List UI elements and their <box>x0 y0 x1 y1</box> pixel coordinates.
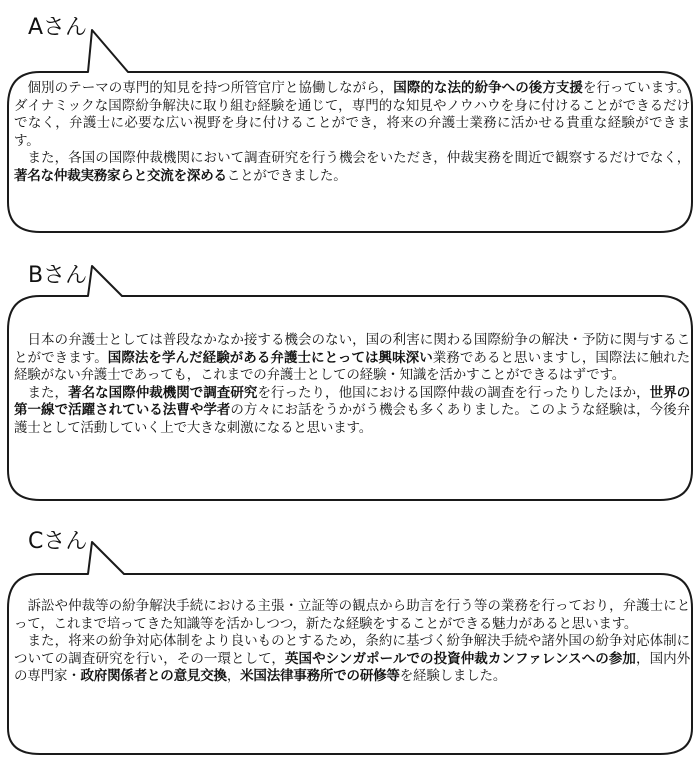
person-name-c: Cさん <box>28 529 88 554</box>
paragraph-1: 個別のテーマの専門的知見を持つ所管官庁と協働しながら，国際的な法的紛争への後方支援を行っています。ダイナミックな国際紛争解決に取り組む経験を通じて，専門的な知見やノウハウを身に付けることができるだけでなく，弁護士に必要な広い視野を身に付けることができ，将来の弁護士業務に活かせる貴重な経験ができます。 <box>14 80 691 149</box>
paragraph-2: また，著名な国際仲裁機関で調査研究を行ったり，他国における国際仲裁の調査を行ったりしたほか，世界の第一線で活躍されている法曹や学者の方々にお話をうかがう機会も多くありました。このような経験は，今後弁護士として活動していく上で大きな刺激になると思います。 <box>14 384 691 436</box>
paragraph-2: また，将来の紛争対応体制をより良いものとするため，条約に基づく紛争解決手続や諸外国の紛争対応体制についての調査研究を行い，その一環として，英国やシンガポールでの投資仲裁カンファレンスへの参加，国内外の専門家・政府関係者との意見交換，米国法律事務所での研修等を経験しました。 <box>14 633 690 684</box>
paragraph-2: また，各国の国際仲裁機関において調査研究を行う機会をいただき，仲裁実務を間近で観察するだけでなく，著名な仲裁実務家らと交流を深めることができました。 <box>14 150 690 184</box>
paragraph-1: 日本の弁護士としては普段なかなか接する機会のない，国の利害に関わる国際紛争の解決・予防に関与することができます。国際法を学んだ経験がある弁護士にとっては興味深い業務であると思いますし，国際法に触れた経験がない弁護士であっても，これまでの弁護士としての経験・知識を活かすことができるはずです。 <box>14 332 690 383</box>
person-name-a: Aさん <box>28 15 88 40</box>
bubble-text-c <box>14 598 690 686</box>
paragraph-1: 訴訟や仲裁等の紛争解決手続における主張・立証等の観点から助言を行う等の業務を行っており，弁護士にとって，これまで培ってきた知識等を活かしつつ，新たな経験をすることができる魅力があると思います。 <box>14 598 690 632</box>
section-a <box>0 0 700 240</box>
section-b <box>0 252 700 508</box>
section-c <box>0 522 700 760</box>
bubble-text-a <box>14 80 690 185</box>
bubble-text-b <box>14 332 690 437</box>
person-name-b: Bさん <box>28 263 88 288</box>
